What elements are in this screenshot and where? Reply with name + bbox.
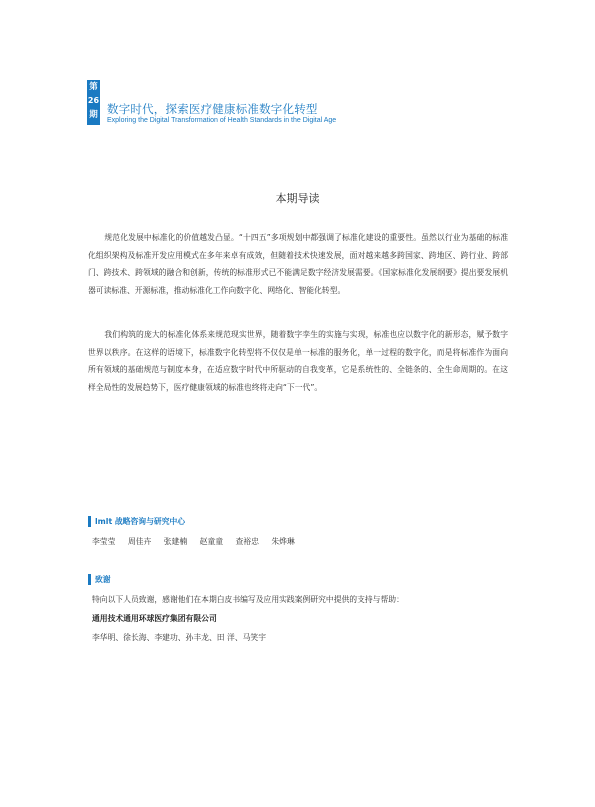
issue-number: 26 bbox=[87, 96, 100, 105]
header-title-english: Exploring the Digital Transformation of Health Standards in the Digital Age bbox=[107, 117, 337, 124]
thanks-intro: 特向以下人员致谢，感谢他们在本期白皮书编写及应用实践案例研究中提供的支持与帮助： bbox=[92, 595, 404, 604]
team-member: 张建楠 bbox=[163, 537, 188, 546]
thanks-organization: 通用技术通用环球医疗集团有限公司 bbox=[92, 614, 217, 623]
team-names bbox=[92, 536, 305, 547]
team-member: 李莹莹 bbox=[92, 537, 116, 546]
issue-suffix: 期 bbox=[89, 110, 98, 120]
team-heading: lmlt 战略咨询与研究中心 bbox=[88, 516, 185, 527]
intro-paragraph-2: 我们构筑的庞大的标准化体系来规范现实世界，随着数字孪生的实施与实现，标准也应以数字化的新形态，赋予数字世界以秩序。在这样的语境下，标准数字化转型将不仅仅是单一标准的服务化，单一过程的数字化，而是将标准作为面向所有领域的基础规范与制度本身，在适应数字时代中所驱动的自我变革，它是系统性的、全链条的、全生命周期的。在这样全局性的发展趋势下，医疗健康领域的标准也终将走向“下一代”。 bbox=[88, 330, 508, 392]
team-member: 查裕忠 bbox=[235, 537, 259, 546]
issue-badge bbox=[87, 80, 100, 125]
header-title-chinese: 数字时代，探索医疗健康标准数字化转型 bbox=[107, 102, 318, 116]
team-member: 周佳卉 bbox=[127, 537, 152, 546]
issue-prefix: 第 bbox=[89, 82, 98, 92]
section-title: 本期导读 bbox=[275, 192, 320, 205]
team-member: 赵童童 bbox=[199, 537, 224, 546]
intro-paragraph-1: 规范化发展中标准化的价值越发凸显。“十四五”多项规划中都强调了标准化建设的重要性。虽然以行业为基础的标准化组织架构及标准开发应用模式在多年来卓有成效，但随着技术快速发展，面对越来越多跨国家、跨地区、跨行业、跨部门、跨技术、跨领域的融合和创新，传统的标准形式已不能满足数字经济发展需要。《国家标准化发展纲要》提出要发展机器可读标准、开源标准，推动标准化工作向数字化、网络化、智能化转型。 bbox=[88, 233, 508, 295]
thanks-people: 李华明、徐长海、李建功、孙丰龙、田 洋、马笑宇 bbox=[92, 633, 267, 642]
thanks-heading: 致谢 bbox=[88, 574, 111, 585]
team-member: 朱烨琳 bbox=[271, 537, 295, 546]
